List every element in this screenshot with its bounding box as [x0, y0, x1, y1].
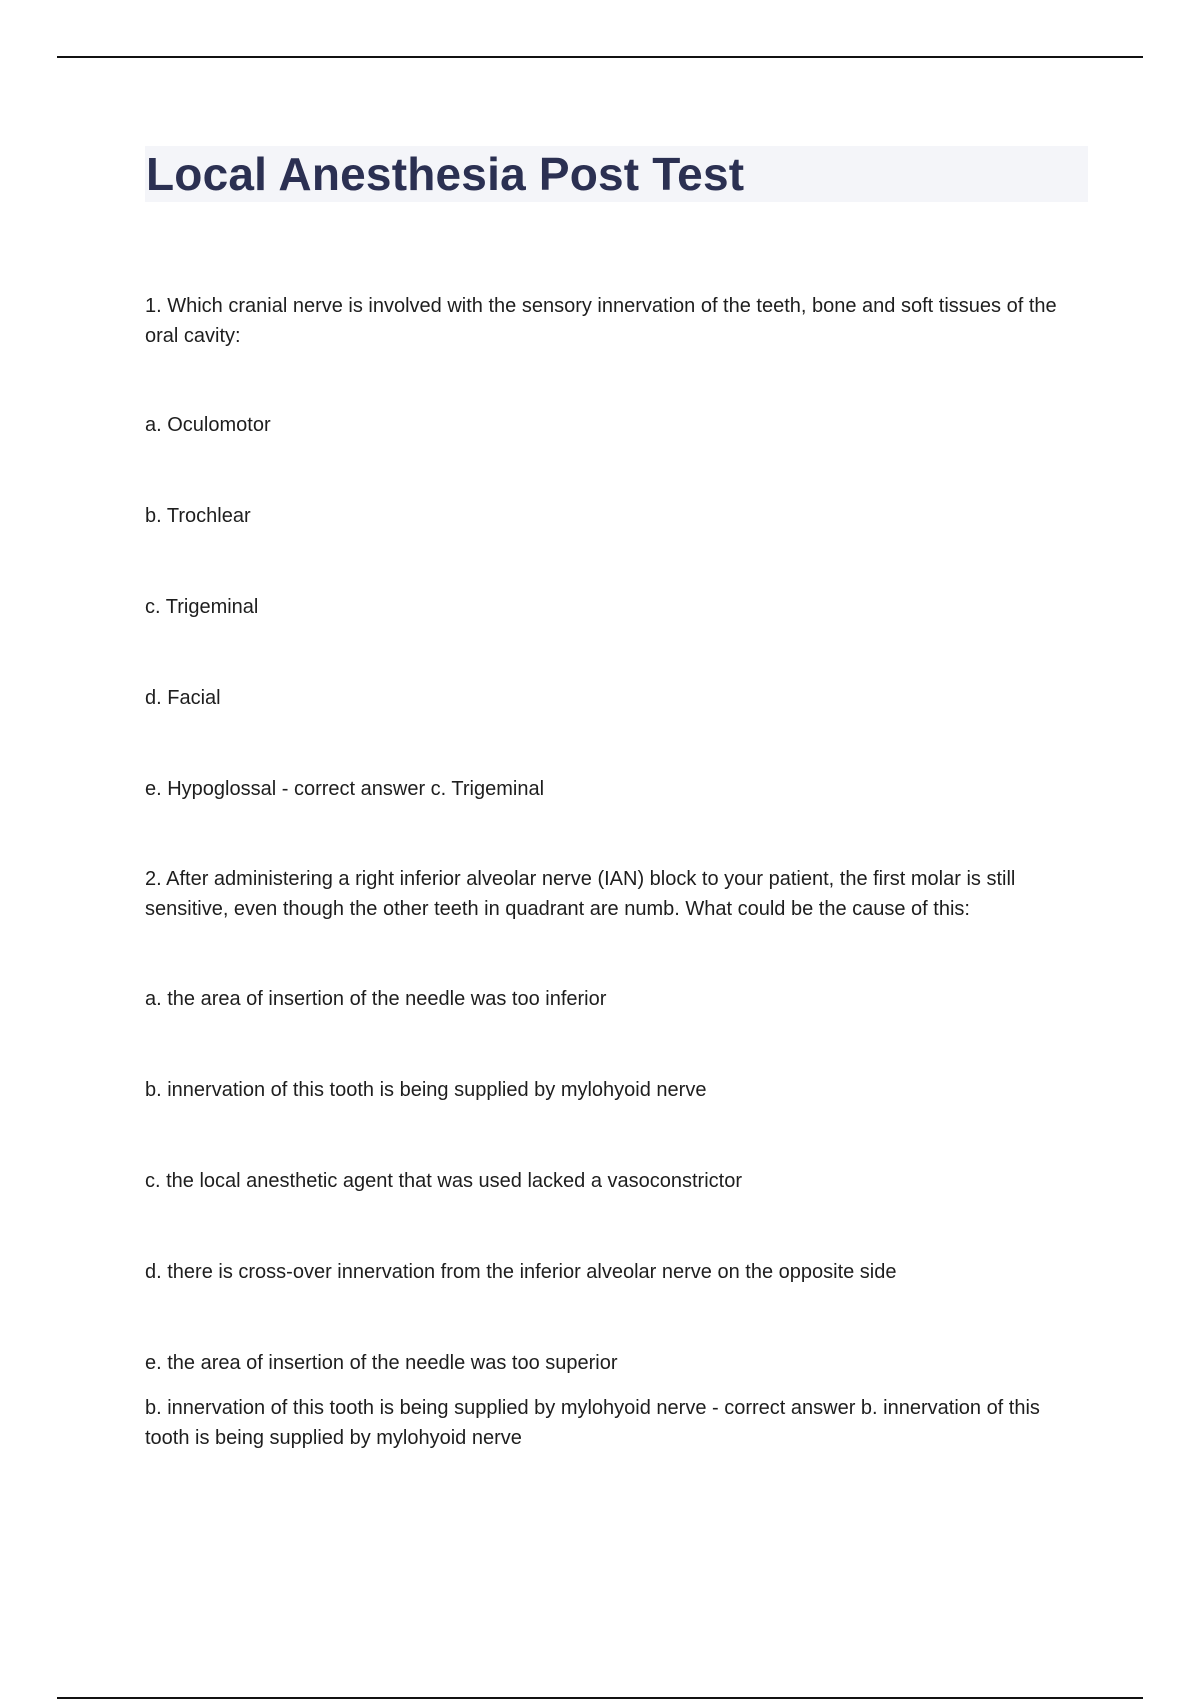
question-2-option-d: d. there is cross-over innervation from the inferior alveolar nerve on the opposite side	[145, 1261, 897, 1283]
question-2-option-c: c. the local anesthetic agent that was used lacked a vasoconstrictor	[145, 1170, 743, 1192]
top-rule	[57, 56, 1143, 58]
question-2-text: 2. After administering a right inferior alveolar nerve (IAN) block to your patient, the first molar is still sensitive, even though the other teeth in quadrant are numb. What could be the cause of this:	[145, 868, 1016, 920]
question-1-option-c: c. Trigeminal	[145, 596, 259, 618]
bottom-rule	[57, 1697, 1143, 1699]
question-1-text: 1. Which cranial nerve is involved with the sensory innervation of the teeth, bone and soft tissues of the oral cavity:	[145, 295, 1057, 347]
question-1-option-e: e. Hypoglossal - correct answer c. Trigeminal	[145, 778, 545, 800]
question-2-answer: b. innervation of this tooth is being supplied by mylohyoid nerve - correct answer b. innervation of this tooth is being supplied by mylohyoid nerve	[145, 1397, 1040, 1449]
question-1-option-a: a. Oculomotor	[145, 414, 271, 436]
question-1-option-d: d. Facial	[145, 687, 221, 709]
question-1-option-b: b. Trochlear	[145, 505, 251, 527]
question-2-option-e: e. the area of insertion of the needle was too superior	[145, 1352, 618, 1374]
question-2-option-b: b. innervation of this tooth is being supplied by mylohyoid nerve	[145, 1079, 707, 1101]
page-title: Local Anesthesia Post Test	[146, 148, 745, 200]
question-2-option-a: a. the area of insertion of the needle was too inferior	[145, 988, 607, 1010]
